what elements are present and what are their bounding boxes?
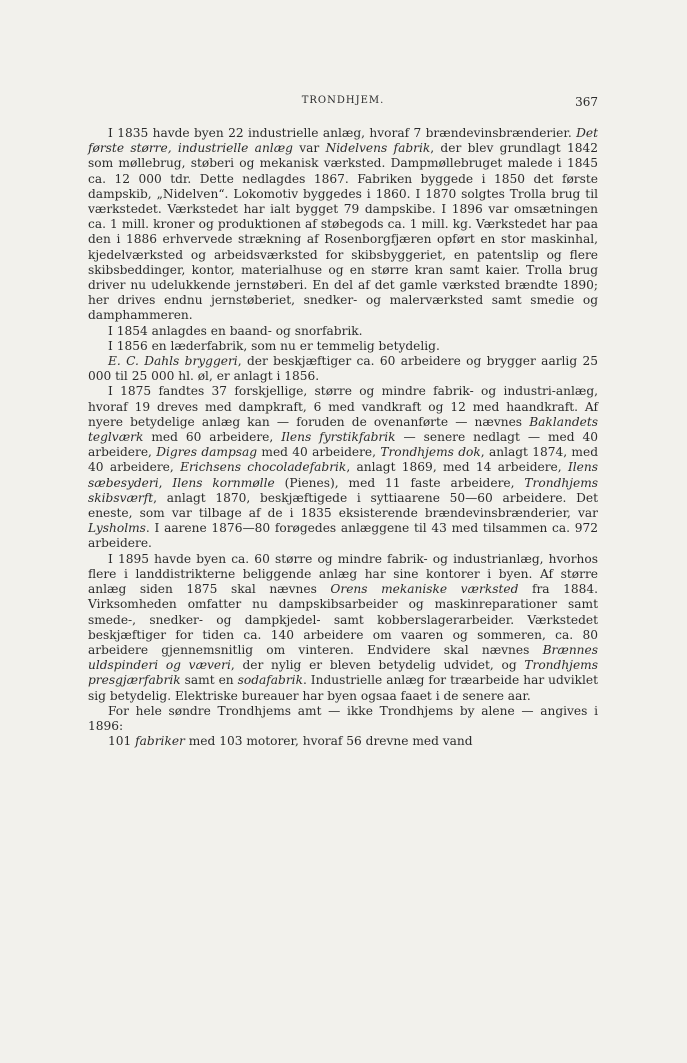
paragraph	[88, 384, 598, 551]
text-run: I 1856 en læderfabrik, som nu er temmelig betydelig.	[108, 338, 440, 353]
text-run: samt en	[180, 673, 238, 688]
text-run: , der beskjæftiger ca. 60 arbeidere og brygger aarlig 25 000 til 25 000 hl. øl, er anlagt i 1856.	[88, 354, 599, 384]
italic-run: Orens mekaniske værksted	[330, 582, 519, 597]
text-run: 101	[108, 734, 136, 749]
text-run: , der blev grundlagt 1842 som møllebrug, støberi og mekanisk værksted. Dampmøllebruget malede i 1845 ca. 12 000 tdr. Dette nedlagdes 1867. Fabriken byggede i 1850 det første dampskib, „Nidelven“. Lokomotiv byggedes i 1860. I 1870 solgtes Trolla brug til værkstedet. Værkstedet har ialt bygget 79 dampskibe. I 1896 var omsætningen ca. 1 mill. kroner og produktionen af støbegods ca. 1 mill. kg. Værkstedet har paa den i 1886 erhvervede strækning af Rosenborgfjæren opført en stor maskinhal, kjedelværksted og arbeidsværksted for skibsbyggeriet, en patentslip og flere skibsbeddinger, kontor, materialhuse og en større kran samt kaier. Trolla brug driver nu udelukkende jernstøberi. En del af det gamle værksted brændte 1890; her drives endnu jernstøberiet, snedker- og malerværksted samt smedie og damphammeren.	[88, 141, 599, 323]
paragraph	[88, 126, 598, 324]
text-run: med 103 motorer, hvoraf 56 drevne med vand	[184, 734, 473, 749]
text-run: , anlagt 1874, med 40 arbeidere,	[88, 445, 599, 475]
text-run: I 1854 anlagdes en baand- og snorfabrik.	[108, 323, 363, 338]
running-header	[88, 95, 598, 111]
text-run: I 1895 havde byen ca. 60 større og mindre fabrik- og industrianlæg, hvorhos flere i landdistrikterne beliggende anlæg har sine kontorer i byen. Af større anlæg siden 1875 skal nævnes	[88, 551, 598, 597]
text-run: I 1835 havde byen 22 industrielle anlæg, hvoraf 7 brændevinsbrænderier.	[108, 126, 577, 140]
italic-run: Baklandets teglværk	[88, 414, 598, 445]
text-run: (Pienes), med 11 faste arbeidere,	[274, 475, 525, 490]
text-run: ,	[158, 475, 173, 490]
italic-run: Trondhjems dok	[380, 445, 481, 460]
text-run: fra 1884. Virksomheden omfatter nu dampskibsarbeider og maskinreparationer samt smede-, snedker- og dampkjedel- samt kobberslagerarbeider. Værkstedet beskjæftiger for tiden ca. 140 arbeidere om vaaren og sommeren, ca. 80 arbeidere gjennemsnitlig om vinteren. Endvidere skal nævnes	[88, 582, 598, 657]
text-run: , anlagt 1870, beskjæftigede i syttiaarene 50—60 arbeidere. Det eneste, som var tilbage af de i 1835 eksisterende brændevinsbrænderier, var	[88, 490, 598, 521]
text-run: . Industrielle anlæg for træarbeide har udviklet sig betydelig. Elektriske bureauer har byen ogsaa faaet i de senere aar.	[88, 673, 598, 703]
paragraph	[88, 734, 598, 749]
paragraph	[88, 704, 598, 734]
italic-run: Digres dampsag	[156, 445, 258, 460]
text-run: . I aarene 1876—80 forøgedes anlæggene til 43 med tilsammen ca. 972 arbeidere.	[88, 521, 598, 551]
italic-run: Ilens kornmølle	[172, 475, 275, 490]
italic-run: Lysholms	[88, 521, 146, 536]
text-run: med 40 arbeidere,	[257, 445, 381, 460]
text-run: — senere nedlagt — med 40 arbeidere,	[88, 430, 598, 460]
paragraph	[88, 339, 598, 354]
italic-run: Trondhjems skibsværft	[88, 475, 599, 505]
italic-run: sodafabrik	[237, 673, 303, 688]
italic-run: Trondhjems presgjærfabrik	[88, 658, 598, 688]
italic-run: Ilens fyrstikfabrik	[281, 430, 396, 445]
italic-run: Brænnes uldspinderi og væveri	[88, 642, 598, 673]
text-run: , der nylig er bleven betydelig udvidet, og	[230, 658, 525, 673]
italic-run: Nidelvens fabrik	[325, 141, 431, 156]
running-title: TRONDHJEM.	[301, 95, 385, 106]
body-text	[88, 126, 598, 749]
text-run: I 1875 fandtes 37 forskjellige, større og mindre fabrik- og industri-anlæg, hvoraf 19 dreves med dampkraft, 6 med vandkraft og 12 med haandkraft. Af nyere betydelige anlæg kan — foruden de ovenanførte — nævnes	[88, 384, 598, 429]
text-run: med 60 arbeidere,	[143, 430, 282, 445]
page-number: 367	[575, 95, 598, 109]
paragraph	[88, 324, 598, 339]
text-run: var	[292, 141, 326, 156]
paragraph	[88, 552, 598, 704]
italic-run: Erichsens chocoladefabrik	[180, 460, 347, 475]
text-run: For hele søndre Trondhjems amt — ikke Trondhjems by alene — angives i 1896:	[88, 703, 598, 733]
italic-run: E. C. Dahls bryggeri	[108, 354, 238, 369]
italic-run: Det første større, industrielle anlæg	[88, 126, 598, 156]
italic-run: fabriker	[135, 734, 185, 749]
italic-run: Ilens sæbesyderi	[88, 460, 598, 490]
paragraph	[88, 354, 598, 384]
text-run: , anlagt 1869, med 14 arbeidere,	[346, 460, 568, 475]
